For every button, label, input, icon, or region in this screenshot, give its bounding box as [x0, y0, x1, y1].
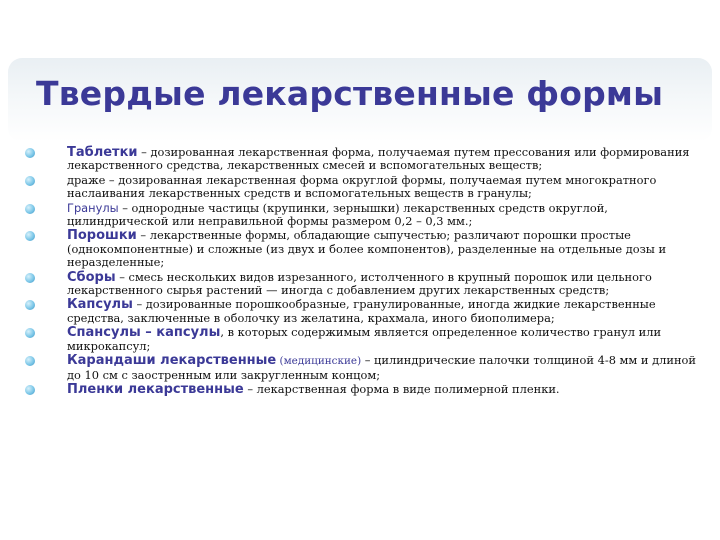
term-label: Капсулы: [67, 297, 133, 313]
bullet-icon: [25, 273, 35, 283]
list-item-pencils: [18, 354, 698, 382]
slide-title: Твердые лекарственные формы: [36, 74, 664, 113]
term-label: Гранулы: [67, 200, 119, 215]
list-item-spansules: [18, 326, 698, 353]
definition-list: [18, 146, 698, 397]
definition-text: – однородные частицы (крупинки, зернышки) лекарственных средств округлой, цилиндрической или неправильной формы размером 0,2 – 0,3 мм.;: [67, 200, 608, 229]
bullet-icon: [25, 176, 35, 186]
term-label: Порошки: [67, 228, 137, 244]
definition-text: – дозированные порошкообразные, гранулированные, иногда жидкие лекарственные средства, заключенные в оболочку из желатина, крахмала, иного биополимера;: [67, 297, 656, 325]
definition-text: – цилиндрические палочки толщиной 4-8 мм и длиной до 10 см с заостренным или закругленным концом;: [67, 353, 696, 382]
term-label: Пленки лекарственные: [67, 381, 244, 397]
definition-text: – дозированная лекарственная форма, получаемая путем прессования или формирования лекарственного средства, лекарственных смесей и вспомогательных веществ;: [67, 145, 690, 173]
list-item-dragee: [18, 174, 698, 201]
list-item-collections: [18, 271, 698, 298]
bullet-icon: [25, 204, 35, 214]
term-label: Таблетки: [67, 145, 138, 160]
term-label: Спансулы – капсулы: [67, 325, 221, 341]
bullet-icon: [25, 385, 35, 395]
list-item-tablets: [18, 146, 698, 173]
definition-text: – лекарственная форма в виде полимерной пленки.: [243, 381, 560, 396]
list-item-powders: [18, 229, 698, 269]
definition-text: драже – дозированная лекарственная форма округлой формы, получаемая путем многократного наслаивания лекарственных средств и вспомогательных веществ в гранулы;: [67, 172, 657, 201]
bullet-icon: [25, 300, 35, 310]
definition-text: – лекарственные формы, обладающие сыпучестью; различают порошки простые (однокомпонентные) и сложные (из двух и более компонентов), разделенные на отдельные дозы и неразделенные;: [67, 228, 667, 270]
bullet-icon: [25, 356, 35, 366]
bullet-icon: [25, 328, 35, 338]
bullet-icon: [25, 231, 35, 241]
term-label: Карандаши лекарственные: [67, 353, 277, 369]
bullet-icon: [25, 148, 35, 158]
list-item-capsules: [18, 298, 698, 325]
list-item-granules: [18, 202, 698, 229]
list-item-films: [18, 383, 698, 396]
definition-text: – смесь нескольких видов изрезанного, истолченного в крупный порошок или цельного лекарственного сырья растений — иногда с добавлением других лекарственных средств;: [67, 269, 652, 298]
term-note: (медицинские): [276, 355, 362, 368]
term-label: Сборы: [67, 269, 116, 285]
definition-text: , в которых содержимым является определенное количество гранул или микрокапсул;: [67, 325, 662, 353]
